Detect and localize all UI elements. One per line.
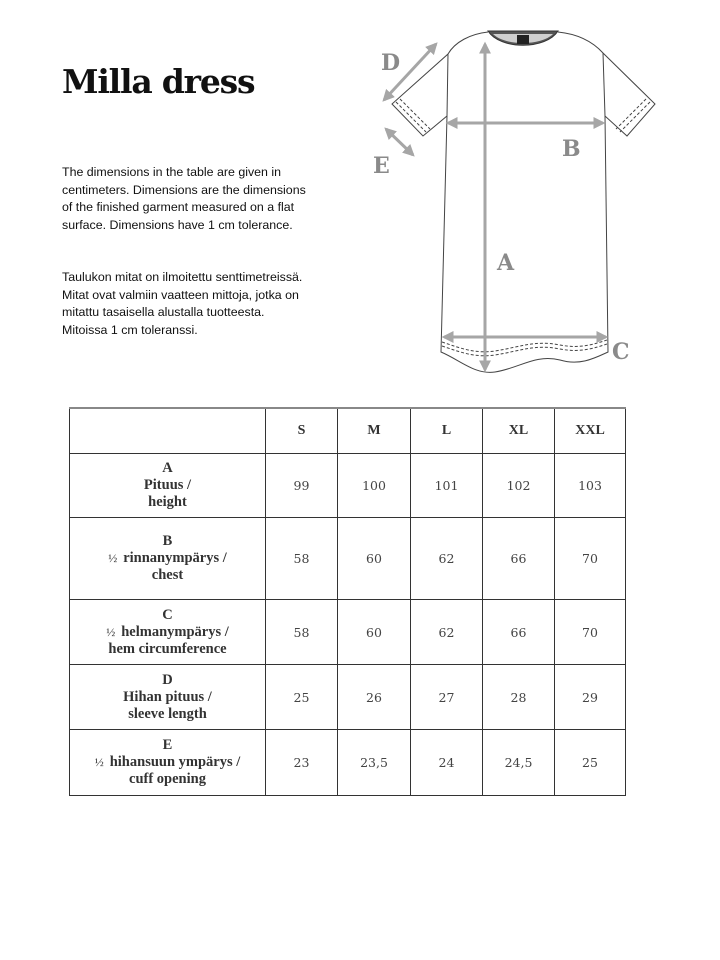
label-a: A xyxy=(497,250,515,276)
measurement-value-xl: 102 xyxy=(483,454,555,518)
measurement-value-m: 26 xyxy=(338,665,411,730)
measurement-value-xxl: 29 xyxy=(555,665,626,730)
measurement-value-m: 60 xyxy=(338,518,411,600)
measurement-row-c xyxy=(70,600,626,665)
size-header: XL xyxy=(483,408,555,454)
measurement-name-finnish-line xyxy=(70,624,265,641)
measurement-name-finnish: hihansuun ympärys / xyxy=(109,754,241,770)
measurement-name-english: chest xyxy=(151,567,184,583)
size-header: M xyxy=(338,408,411,454)
measurement-name-english: cuff opening xyxy=(129,771,206,787)
measurement-label xyxy=(70,730,266,796)
measurement-name-finnish-line xyxy=(70,754,265,771)
size-header-row xyxy=(70,408,626,454)
label-b: B xyxy=(562,136,581,162)
measurement-value-m: 100 xyxy=(338,454,411,518)
measurement-value-m: 23,5 xyxy=(338,730,411,796)
measurement-arrows xyxy=(384,44,606,370)
measurement-value-m: 60 xyxy=(338,600,411,665)
measurement-value-xxl: 103 xyxy=(555,454,626,518)
measurement-code: E xyxy=(162,737,173,753)
measurement-value-l: 62 xyxy=(411,600,483,665)
neckline xyxy=(488,31,558,45)
size-header: L xyxy=(411,408,483,454)
measurement-value-l: 101 xyxy=(411,454,483,518)
measurement-name-english: sleeve length xyxy=(128,705,207,722)
half-prefix: ½ xyxy=(94,755,104,769)
dress-outline xyxy=(392,32,655,372)
brand-label-tag xyxy=(517,35,529,44)
label-e: E xyxy=(373,153,390,179)
description-english: The dimensions in the table are given in centimeters. Dimensions are the dimensions of the finished garment measured on a flat surface. Dimensions have 1 cm tolerance. xyxy=(62,165,306,232)
measurement-value-xl: 66 xyxy=(483,600,555,665)
measurement-row-e xyxy=(70,730,626,796)
measurement-name-finnish: helmanympärys / xyxy=(121,623,229,640)
measurement-value-s: 58 xyxy=(266,518,338,600)
measurement-name-english: height xyxy=(148,494,187,510)
measurement-name-finnish-line xyxy=(70,550,265,567)
label-d: D xyxy=(381,50,401,76)
measurement-value-s: 25 xyxy=(266,665,338,730)
measurement-row-b xyxy=(70,518,626,600)
measurement-value-s: 99 xyxy=(266,454,338,518)
measurement-label xyxy=(70,665,266,730)
measurement-value-xxl: 70 xyxy=(555,518,626,600)
measurement-value-xl: 28 xyxy=(483,665,555,730)
description-finnish: Taulukon mitat on ilmoitettu senttimetreissä. Mitat ovat valmiin vaatteen mittoja, jotka on mitattu tasaisella alustalla tuotteesta. Mitoissa 1 cm toleranssi. xyxy=(62,270,303,337)
measurement-value-xl: 66 xyxy=(483,518,555,600)
measurement-row-d xyxy=(70,665,626,730)
measurement-label xyxy=(70,454,266,518)
measurement-value-l: 24 xyxy=(411,730,483,796)
page-title: Milla dress xyxy=(62,62,255,101)
measurement-code: D xyxy=(162,671,173,688)
measurement-value-xxl: 25 xyxy=(555,730,626,796)
measurement-value-xl: 24,5 xyxy=(483,730,555,796)
size-header: S xyxy=(266,408,338,454)
measurement-row-a xyxy=(70,454,626,518)
measurement-label xyxy=(70,518,266,600)
measurement-name-finnish: Pituus / xyxy=(143,477,192,493)
measurement-name-english: hem circumference xyxy=(108,640,227,657)
measurement-name-finnish-line xyxy=(70,689,265,706)
label-c: C xyxy=(612,339,630,365)
half-prefix: ½ xyxy=(106,624,116,639)
measurement-code: B xyxy=(162,533,173,549)
measurement-code: C xyxy=(162,606,173,623)
measurement-label xyxy=(70,600,266,665)
measurement-name-finnish: Hihan pituus / xyxy=(123,688,212,705)
measurement-value-s: 23 xyxy=(266,730,338,796)
size-header: XXL xyxy=(555,408,626,454)
measurement-value-l: 62 xyxy=(411,518,483,600)
size-table xyxy=(69,407,626,796)
measurement-name-finnish: rinnanympärys / xyxy=(123,550,227,566)
measurement-value-xxl: 70 xyxy=(555,600,626,665)
measurement-value-s: 58 xyxy=(266,600,338,665)
measurement-code: A xyxy=(162,460,173,476)
measurement-value-l: 27 xyxy=(411,665,483,730)
header-empty-cell xyxy=(70,408,266,454)
garment-diagram xyxy=(360,20,660,390)
half-prefix: ½ xyxy=(108,551,118,565)
measurement-name-finnish-line xyxy=(70,477,265,494)
arrow-e-cuff xyxy=(386,129,413,155)
